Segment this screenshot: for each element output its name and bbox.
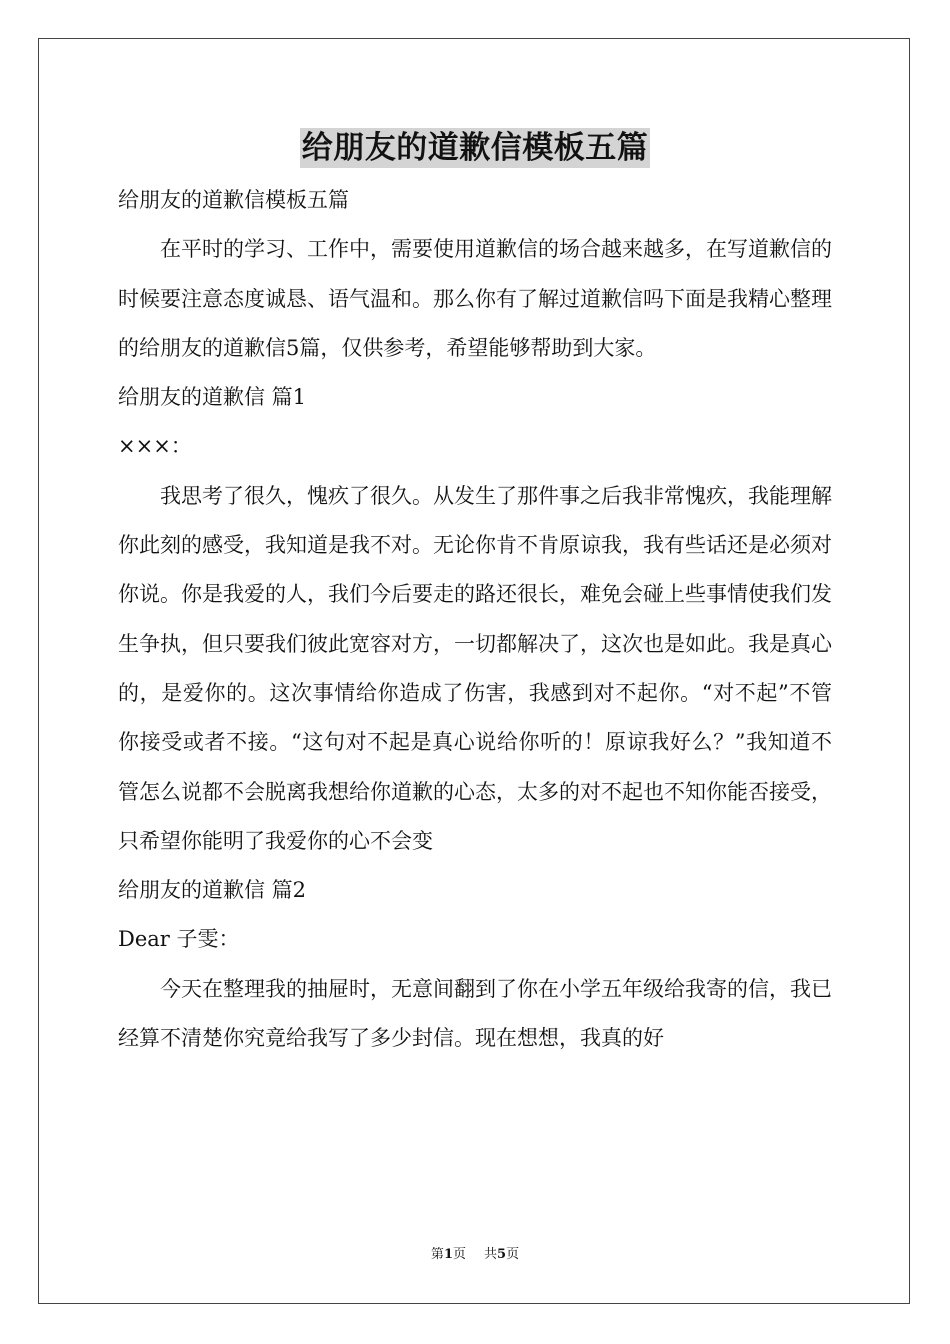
salutation-2: Dear 子雯：: [118, 927, 240, 952]
page-prefix: 第: [430, 1247, 444, 1262]
document-subtitle: 给朋友的道歉信模板五篇: [118, 188, 349, 212]
total-page-number: 5: [497, 1247, 507, 1262]
total-unit: 页: [506, 1247, 520, 1262]
intro-paragraph: 在平时的学习、工作中，需要使用道歉信的场合越来越多，在写道歉信的时候要注意态度诚恳、语气温和。那么你有了解过道歉信吗下面是我精心整理的给朋友的道歉信5篇，仅供参考，希望能够帮助到大家。: [118, 237, 832, 360]
page-footer: [0, 1246, 950, 1264]
letter-body-1: 我思考了很久，愧疚了很久。从发生了那件事之后我非常愧疚，我能理解你此刻的感受，我知道是我不对。无论你肯不肯原谅我，我有些话还是必须对你说。你是我爱的人，我们今后要走的路还很长，难免会碰上些事情使我们发生争执，但只要我们彼此宽容对方，一切都解决了，这次也是如此。我是真心的，是爱你的。这次事情给你造成了伤害，我感到对不起你。“对不起”不管你接受或者不接。“这句对不起是真心说给你听的！原谅我好么？”我知道不管怎么说都不会脱离我想给你道歉的心态，太多的对不起也不知你能否接受，只希望你能明了我爱你的心不会变: [118, 483, 832, 853]
document-body: [118, 176, 832, 1063]
section-heading-2: 给朋友的道歉信 篇2: [118, 878, 307, 903]
title-container: [0, 128, 950, 168]
salutation-1: ×××：: [118, 434, 192, 459]
current-page-number: 1: [443, 1247, 453, 1262]
section-heading-1: 给朋友的道歉信 篇1: [118, 385, 307, 410]
page-unit: 页: [452, 1247, 466, 1262]
total-prefix: 共: [484, 1247, 498, 1262]
document-title: 给朋友的道歉信模板五篇: [301, 130, 649, 166]
letter-body-2: 今天在整理我的抽屉时，无意间翻到了你在小学五年级给我寄的信，我已经算不清楚你究竟给我写了多少封信。现在想想，我真的好: [118, 976, 832, 1051]
